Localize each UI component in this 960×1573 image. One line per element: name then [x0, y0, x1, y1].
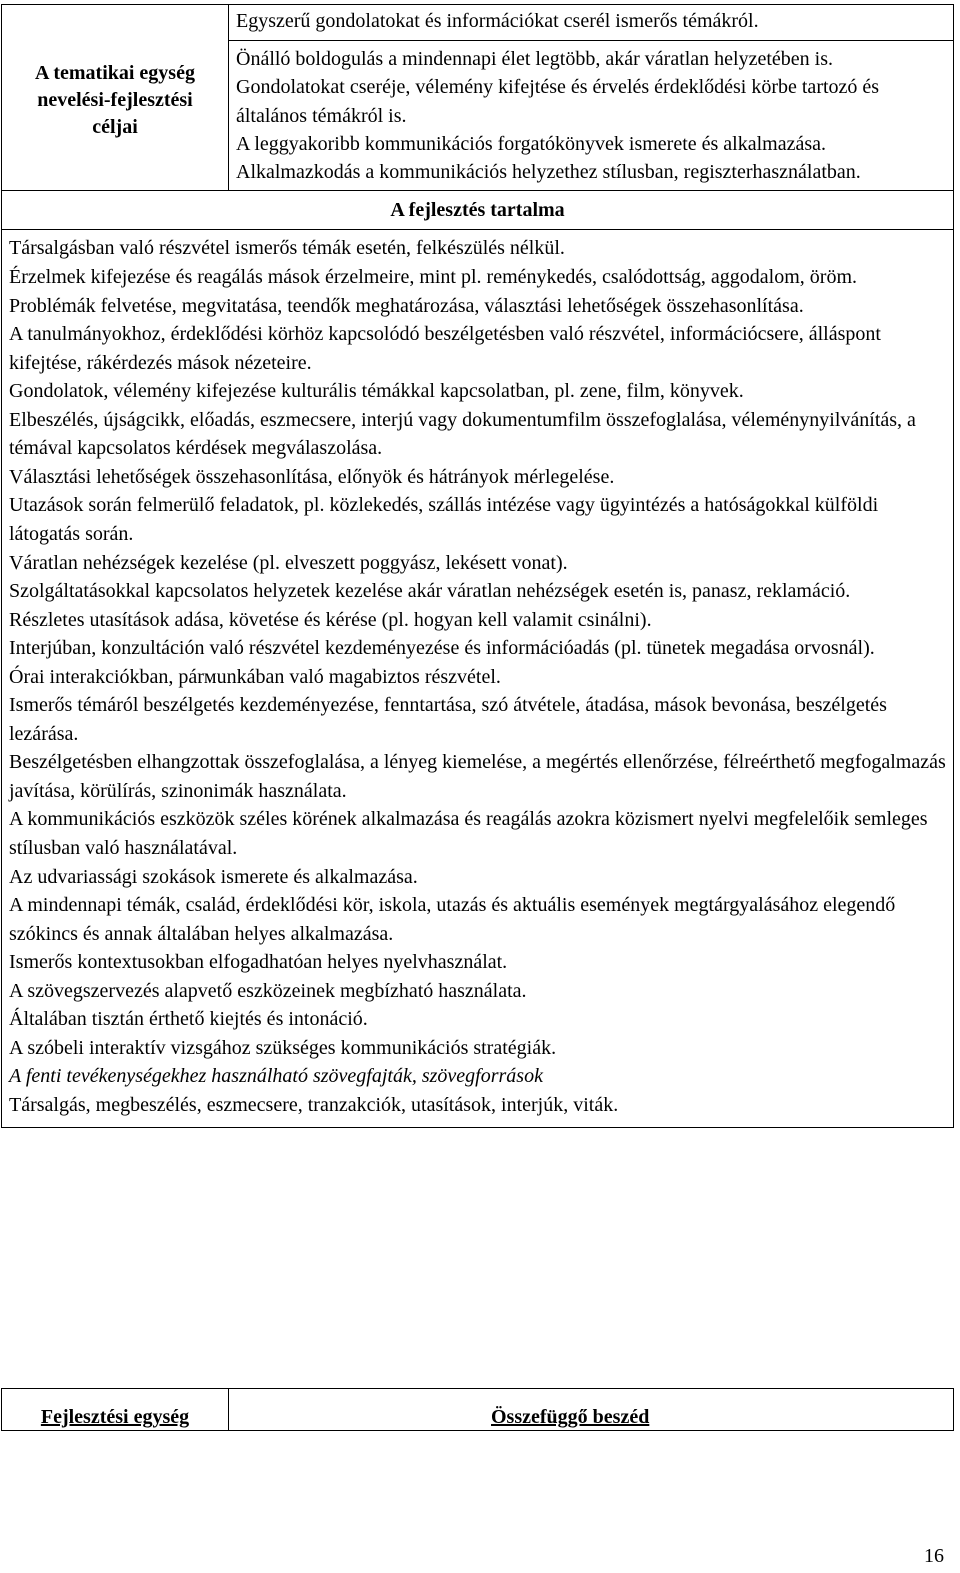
goals-label-line3: céljai [92, 116, 138, 139]
development-unit-name-cell [229, 1389, 954, 1431]
text-types: Társalgás, megbeszélés, eszmecsere, tranzakciók, utasítások, interjúk, viták. [9, 1093, 619, 1116]
goals-paragraph: Gondolatokat cseréje, vélemény kifejtése és érvelés érdeklődési körbe tartozó és általános témákról is. [236, 76, 880, 127]
content-item: Problémák felvetése, megvitatása, teendők meghatározása, választási lehetőségek összehasonlítása. [9, 294, 804, 317]
content-item: A tanulmányokhoz, érdeklődési körhöz kapcsolódó beszélgetésben való részvétel, információcsere, álláspont kifejtése, rákérdezés mások nézeteire. [9, 323, 881, 374]
content-item: Váratlan nehézségek kezelése (pl. elveszett poggyász, lekésett vonat). [9, 551, 568, 574]
goals-label-line1: A tematikai egység [35, 62, 195, 85]
content-heading: A fejlesztés tartalma [390, 199, 565, 222]
content-item: Utazások során felmerülő feladatok, pl. közlekedés, szállás intézése vagy ügyintézés a hatóságokkal külföldi látogatás során. [9, 494, 879, 545]
development-unit-table [1, 1388, 954, 1431]
goals-text-cell [229, 41, 954, 191]
curriculum-table [1, 4, 954, 1128]
content-item: A mindennapi témák, család, érdeklődési kör, iskola, utazás és aktuális események megtárgyalásához elegendő szókincs és annak általában helyes alkalmazása. [9, 894, 896, 945]
content-item: A kommunikációs eszközök széles körének alkalmazása és reagálás azokra közismert nyelvi megfelelőik semleges stílusban való használatával. [9, 808, 928, 859]
text-types-heading: A fenti tevékenységekhez használható szövegfajták, szövegforrások [9, 1065, 543, 1088]
content-item: Az udvariassági szokások ismerete és alkalmazása. [9, 865, 418, 888]
goals-label-cell [2, 5, 229, 191]
goals-first-line-cell [229, 5, 954, 41]
content-item: Szolgáltatásokkal kapcsolatos helyzetek kezelése akár váratlan nehézségek esetén is, panasz, reklamáció. [9, 580, 851, 603]
content-cell [2, 230, 954, 1128]
goals-paragraph: A leggyakoribb kommunikációs forgatókönyvek ismerete és alkalmazása. [236, 132, 827, 155]
content-item: Órai interakciókban, párмunkában való magabiztos részvétel. [9, 665, 501, 688]
content-item: Gondolatok, vélemény kifejezése kulturális témákkal kapcsolatban, pl. zene, film, könyvek. [9, 380, 744, 403]
content-item: Részletes utasítások adása, követése és kérése (pl. hogyan kell valamit csinálni). [9, 608, 652, 631]
goals-paragraph: Önálló boldogulás a mindennapi élet legtöbb, akár váratlan helyzetében is. [236, 48, 834, 70]
goals-label-line2: nevelési-fejlesztési [37, 89, 193, 112]
development-unit-label-cell [2, 1389, 229, 1431]
content-item: Interjúban, konzultáción való részvétel kezdeményezése és információadás (pl. tünetek megadása orvosnál). [9, 637, 875, 660]
content-heading-cell [2, 191, 954, 230]
content-item: Általában tisztán érthető kiejtés és intonáció. [9, 1008, 368, 1031]
content-item: Beszélgetésben elhangzottak összefoglalása, a lényeg kiemelése, a megértés ellenőrzése, félreérthető megfogalmazás javítása, körülírás, szinonimák használata. [9, 751, 946, 802]
content-item: Ismerős témáról beszélgetés kezdeményezése, fenntartása, szó átvétele, átadása, mások bevonása, beszélgetés lezárása. [9, 694, 887, 745]
development-unit-name: Összefüggő beszéd [491, 1406, 650, 1428]
content-item: Társalgásban való részvétel ismerős témák esetén, felkészülés nélkül. [9, 237, 565, 260]
content-item: A szóbeli interaktív vizsgához szükséges kommunikációs stratégiák. [9, 1036, 557, 1059]
content-item: Elbeszélés, újságcikk, előadás, eszmecsere, interjú vagy dokumentumfilm összefoglalása, véleménynyilvánítás, a témával kapcsolatos kérdések megválaszolása. [9, 408, 916, 460]
content-item: A szövegszervezés alapvető eszközeinek megbízható használata. [9, 979, 527, 1002]
page-number: 16 [924, 1545, 944, 1567]
goals-paragraph: Alkalmazkodás a kommunikációs helyzethez stílusban, regiszterhasználatban. [236, 161, 861, 184]
content-item: Választási lehetőségek összehasonlítása, előnyök és hátrányok mérlegelése. [9, 465, 615, 488]
content-item: Érzelmek kifejezése és reagálás mások érzelmeire, mint pl. reménykedés, csalódottság, aggodalom, öröm. [9, 266, 858, 289]
goals-first-line: Egyszerű gondolatokat és információkat cserél ismerős témákról. [236, 10, 759, 32]
development-unit-label: Fejlesztési egység [40, 1406, 190, 1428]
content-item: Ismerős kontextusokban elfogadhatóan helyes nyelvhasználat. [9, 951, 508, 974]
